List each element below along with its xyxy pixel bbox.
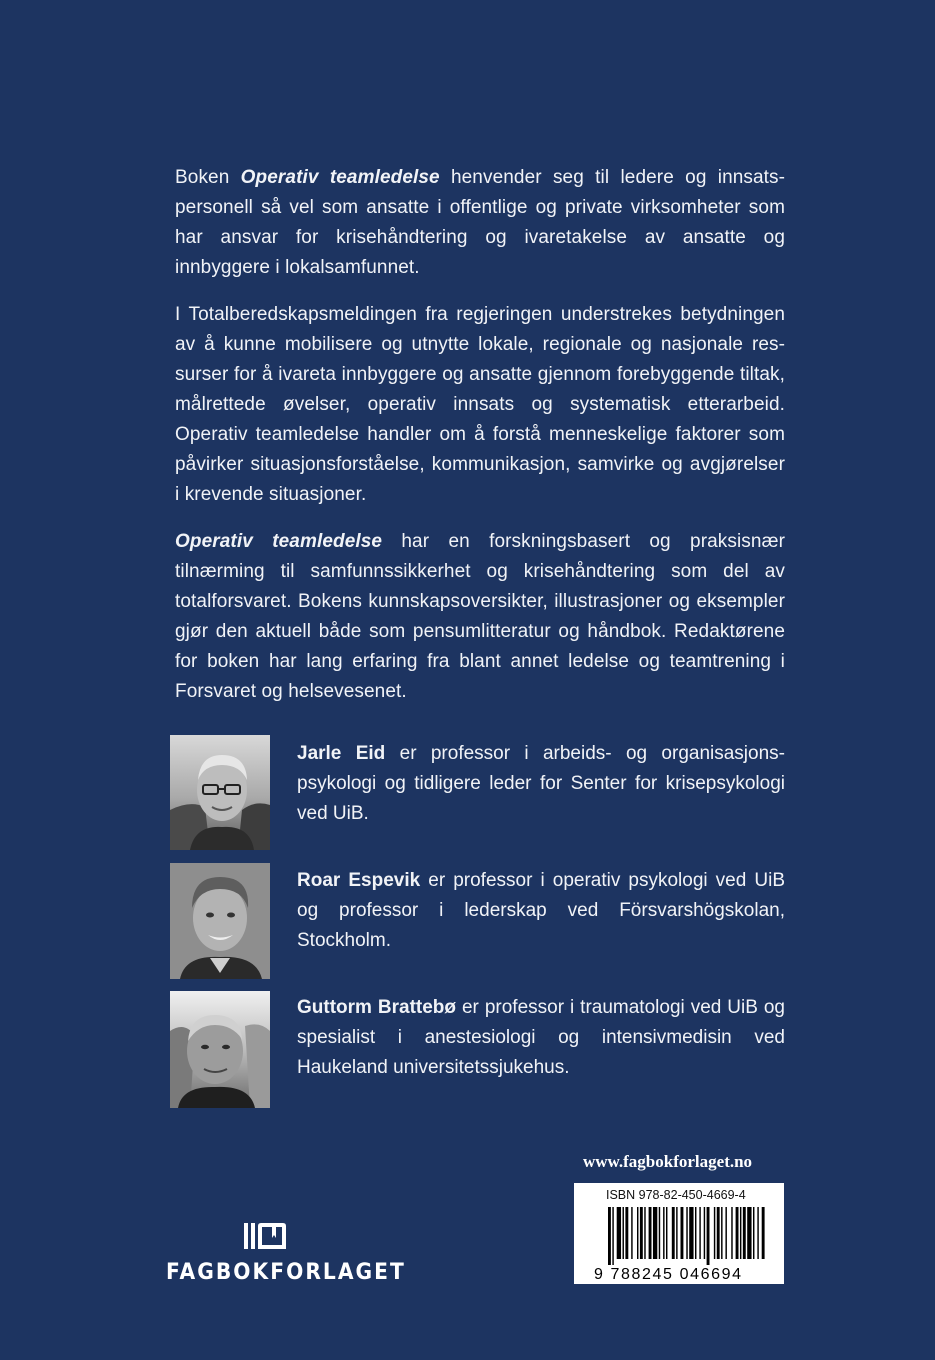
intro-paragraph-1 [175, 163, 785, 283]
barcode-bar [707, 1207, 710, 1265]
barcode-bar [644, 1207, 645, 1259]
intro-text: har en forskningsbasert og praksisnær tilnærming til samfunnssikkerhet og krisehåndtering som del av totalforsvaret. Bokens kunnskapsoversikter, illustrasjoner og eksempler gjør den aktuell både som pensumlitteratur og håndbok. Redaktørene for boken har lang erfaring fra blant annet ledelse og teamtrening i Forsvaret og helsevesenet. [175, 531, 785, 702]
barcode-bar [608, 1207, 611, 1265]
barcode-bar [743, 1207, 746, 1259]
barcode-bar [699, 1207, 700, 1259]
barcode-bar [676, 1207, 677, 1259]
barcode-bar [659, 1207, 660, 1259]
isbn-barcode [574, 1183, 784, 1284]
barcode-bar [753, 1207, 754, 1259]
barcode-bar [695, 1207, 696, 1259]
barcode-bar [640, 1207, 643, 1259]
publisher-website[interactable]: www.fagbokforlaget.no [583, 1152, 753, 1171]
author-bio-jarle-eid [297, 739, 785, 829]
barcode-bars [574, 1183, 784, 1284]
author-name: Guttorm Brattebø [297, 997, 457, 1018]
author-photo-roar-espevik [170, 863, 270, 979]
barcode-bar [747, 1207, 751, 1259]
author-bio-text: er professor i traumatologi ved UiB og spesialist i anestesiologi og intensivmedisin ved Haukeland universitetssjukehus. [297, 997, 785, 1078]
barcode-bar [612, 1207, 613, 1265]
author-photo-guttorm-brattebo [170, 991, 270, 1108]
barcode-bar [637, 1207, 638, 1259]
intro-paragraph-2: I Totalberedskapsmeldingen fra regjeringen understrekes betydningen av å kunne mobilisere og utnytte lokale, regionale og nasjonale ressurser for å ivareta innbyggere og ansatte gjennom forebyggende tiltak, målrettede øvelser, operativ innsats og systematisk etterarbeid. Operativ teamledelse handler om å forstå menneskelige faktorer som påvirker situasjonsforståelse, kommunikasjon, samvirke og avgjørelser i krevende situasjoner. [175, 304, 785, 505]
barcode-digits: 9 788245 046694 [594, 1266, 743, 1283]
barcode-bar [649, 1207, 652, 1259]
barcode-bar [686, 1207, 687, 1259]
author-bio-guttorm-brattebo [297, 993, 785, 1083]
intro-paragraph-3 [175, 527, 785, 707]
barcode-bar [717, 1207, 720, 1259]
publisher-logo [166, 1218, 406, 1288]
author-bio-text: er professor i arbeids- og organisasjonspsykologi og tidligere leder for Senter for krisepsykologi ved UiB. [297, 743, 785, 824]
barcode-bar [666, 1207, 667, 1259]
barcode-bar [672, 1207, 675, 1259]
publisher-name: FAGBOKFORLAGET [166, 1260, 406, 1285]
book-title-emphasis: Operativ teamledelse [240, 167, 440, 188]
book-title-emphasis: Operativ teamledelse [175, 531, 383, 552]
barcode-bar [736, 1207, 739, 1259]
barcode-bar [740, 1207, 741, 1259]
book-logo-icon [242, 1218, 302, 1254]
barcode-bar [681, 1207, 684, 1259]
author-name: Roar Espevik [297, 870, 421, 891]
barcode-bar [617, 1207, 621, 1259]
barcode-bar [689, 1207, 693, 1259]
barcode-bar [704, 1207, 705, 1259]
author-photo-jarle-eid [170, 735, 270, 850]
intro-text: henvender seg til ledere og innsatspersonell så vel som ansatte i offentlige og private virksomheter som har ansvar for krisehåndtering og ivaretakelse av ansatte og innbyggere i lokalsamfunnet. [175, 167, 785, 278]
barcode-bar [631, 1207, 632, 1259]
author-bio-roar-espevik [297, 866, 785, 956]
barcode-bar [623, 1207, 624, 1259]
barcode-bar [757, 1207, 758, 1259]
barcode-bar [762, 1207, 765, 1259]
intro-text: Boken [175, 167, 241, 188]
barcode-bar [714, 1207, 715, 1259]
barcode-bar [625, 1207, 628, 1259]
barcode-bar [721, 1207, 722, 1259]
barcode-bar [653, 1207, 657, 1259]
barcode-bar [663, 1207, 664, 1259]
author-name: Jarle Eid [297, 743, 386, 764]
barcode-bar [731, 1207, 732, 1259]
author-bio-text: er professor i operativ psykologi ved UiB og professor i lederskap ved Försvarshögskolan, Stockholm. [297, 870, 785, 951]
barcode-bar [725, 1207, 726, 1259]
isbn-number: ISBN 978-82-450-4669-4 [606, 1188, 746, 1202]
